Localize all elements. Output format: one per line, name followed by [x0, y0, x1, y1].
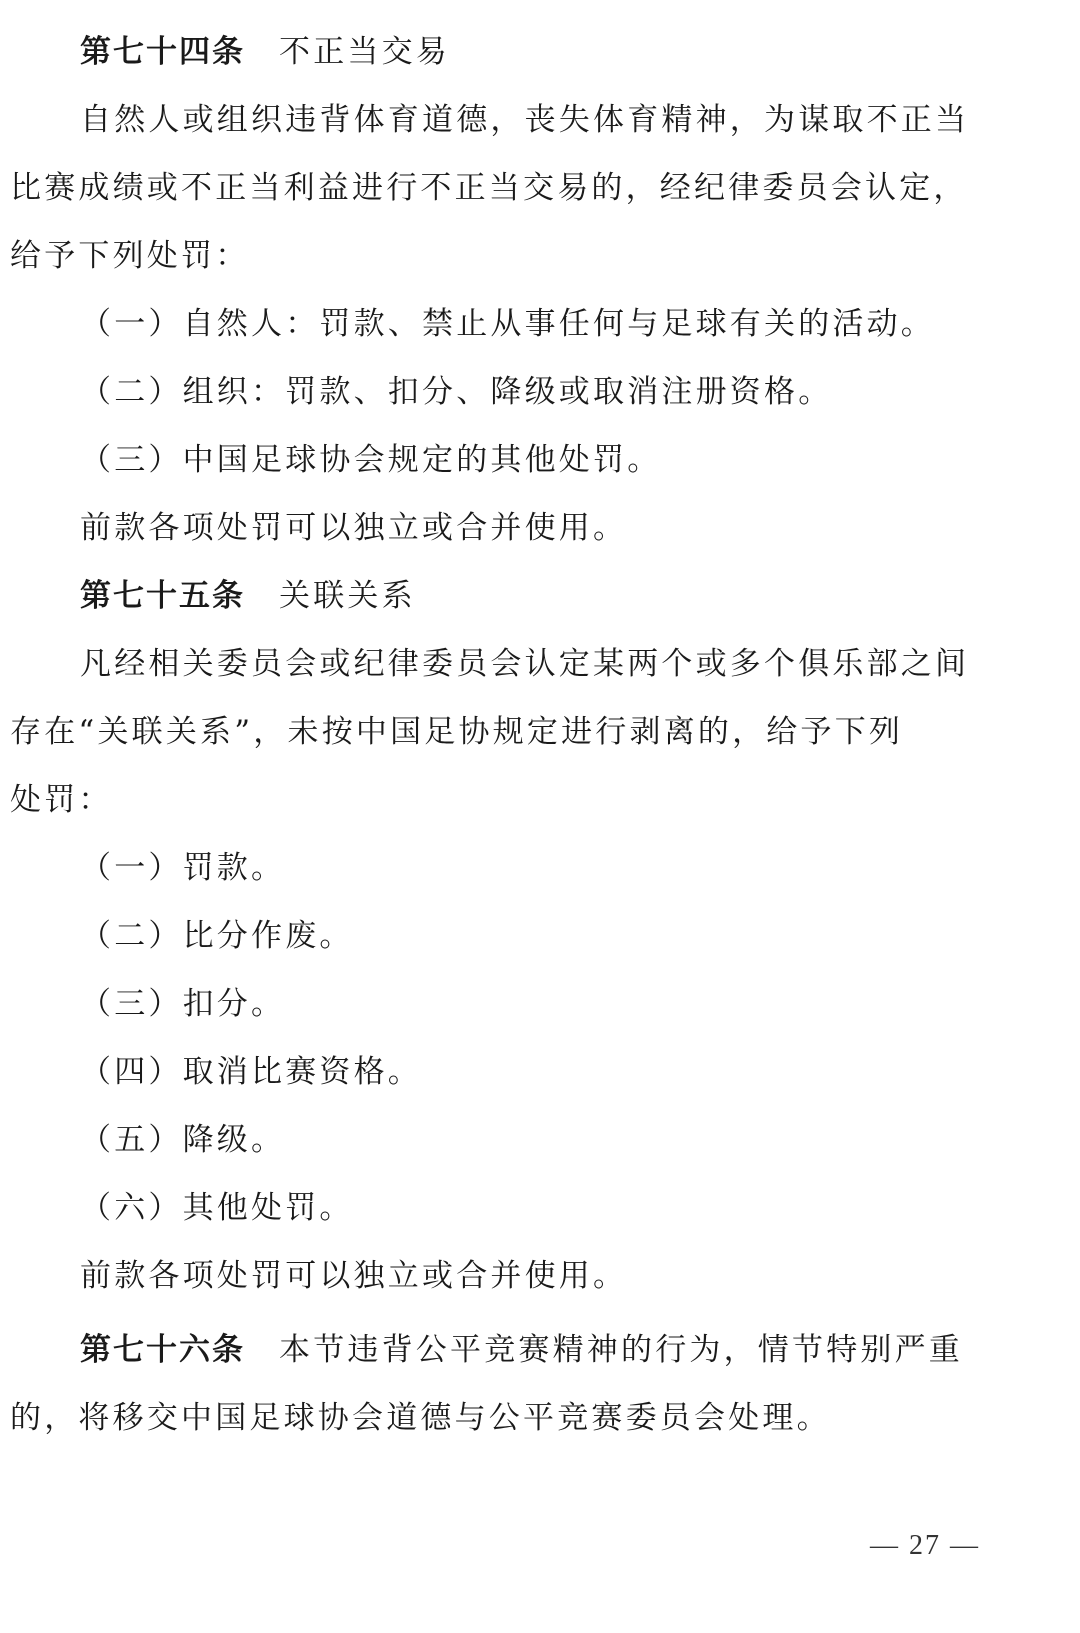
article-75-item: （六）其他处罚。: [80, 1190, 354, 1226]
article-74-line: 给予下列处罚：: [10, 238, 250, 274]
article-75-heading: [10, 562, 1012, 630]
article-76-number: 第七十六条: [80, 1332, 245, 1368]
article-74-item: （三）中国足球协会规定的其他处罚。: [80, 442, 662, 478]
article-74-heading: [10, 18, 1012, 86]
article-75-item: （四）取消比赛资格。: [80, 1054, 422, 1090]
article-74-number: 第七十四条: [80, 34, 245, 70]
article-75-note: 前款各项处罚可以独立或合并使用。: [80, 1258, 628, 1294]
article-75-item: （三）扣分。: [80, 986, 286, 1022]
page-number: — 27 —: [870, 1530, 980, 1561]
article-74-item: （一）自然人：罚款、禁止从事任何与足球有关的活动。: [80, 306, 935, 342]
article-75-title: 关联关系: [279, 578, 416, 614]
article-75-line: 凡经相关委员会或纪律委员会认定某两个或多个俱乐部之间: [80, 646, 970, 682]
article-75-number: 第七十五条: [80, 578, 245, 614]
article-74-line: 自然人或组织违背体育道德，丧失体育精神，为谋取不正当: [80, 102, 970, 138]
article-76-line: 的，将移交中国足球协会道德与公平竞赛委员会处理。: [10, 1400, 831, 1436]
article-75-line: 存在“关联关系”，未按中国足协规定进行剥离的，给予下列: [10, 714, 904, 750]
article-74-line: 比赛成绩或不正当利益进行不正当交易的，经纪律委员会认定，: [10, 170, 968, 206]
article-74-title: 不正当交易: [279, 34, 450, 70]
article-75-item: （二）比分作废。: [80, 918, 354, 954]
article-75-item: （五）降级。: [80, 1122, 286, 1158]
article-75-item: （一）罚款。: [80, 850, 286, 886]
article-76-first-line: [10, 1316, 1012, 1384]
article-74-note: 前款各项处罚可以独立或合并使用。: [80, 510, 628, 546]
article-75-line: 处罚：: [10, 782, 113, 818]
article-76-text: 本节违背公平竞赛精神的行为，情节特别严重: [279, 1332, 963, 1368]
article-74-item: （二）组织：罚款、扣分、降级或取消注册资格。: [80, 374, 833, 410]
